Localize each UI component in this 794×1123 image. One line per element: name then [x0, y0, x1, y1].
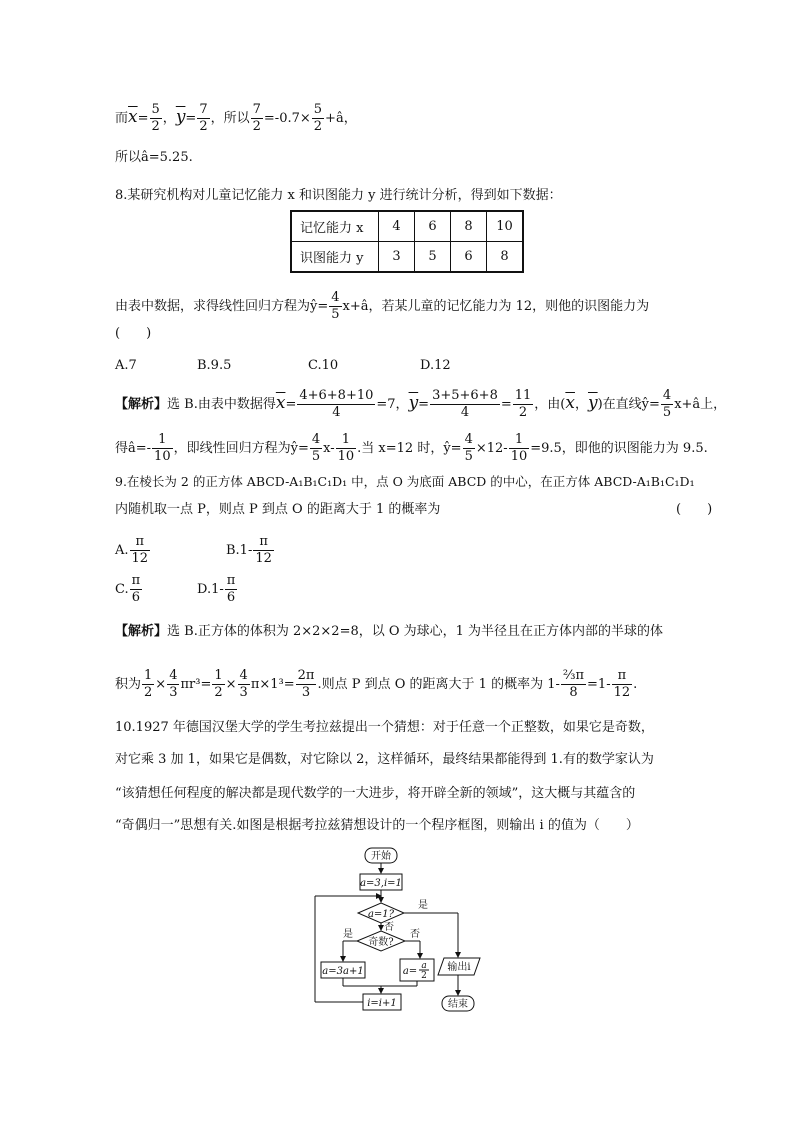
- start-label: 开始: [371, 851, 391, 862]
- fraction: [561, 668, 586, 701]
- fraction: [612, 668, 633, 701]
- solution-line-2: 所以â=5.25.: [115, 150, 193, 165]
- denominator: 5: [311, 449, 321, 464]
- text: B.1-: [226, 543, 253, 558]
- fraction: [513, 388, 534, 421]
- text: 选 B.正方体的体积为 2×2×2=8，以 O 为球心，1 为半径且在正方体内部的半球的体: [167, 624, 664, 639]
- even-denominator: 2: [421, 971, 427, 981]
- cond1-label: a=1?: [367, 909, 395, 920]
- fraction: [509, 432, 530, 465]
- fraction: [296, 668, 317, 701]
- odd-label: a=3a+1: [322, 966, 364, 977]
- text: x+â，若某儿童的记忆能力为 12，则他的识图能力为: [342, 299, 650, 314]
- text: ，即线性回归方程为ŷ=: [173, 441, 309, 456]
- fraction: [336, 432, 357, 465]
- question-8-regression-line: [115, 290, 649, 323]
- fraction: [212, 668, 224, 701]
- text: .: [633, 677, 638, 692]
- denominator: 10: [510, 449, 528, 464]
- denominator: 4: [460, 405, 470, 420]
- text: A.: [115, 543, 129, 558]
- no1-label: 否: [384, 922, 394, 933]
- numerator: 1: [152, 432, 173, 449]
- text: 而: [115, 111, 129, 126]
- table-cell: 4: [379, 211, 415, 242]
- table-cell: 10: [487, 211, 524, 242]
- option-b: B.9.5: [197, 358, 232, 373]
- denominator: 3: [239, 685, 248, 700]
- question-9-analysis-line-1: [115, 622, 663, 642]
- fraction: [430, 388, 500, 421]
- question-10-line-1: 10.1927 年德国汉堡大学的学生考拉兹提出一个猜想：对于任意一个正整数，如果它是奇数，: [115, 720, 654, 735]
- question-9-stem-2: 内随机取一点 P，则点 P 到点 O 的距离大于 1 的概率为: [115, 502, 441, 517]
- table-cell: 5: [415, 242, 451, 273]
- text: =: [418, 397, 430, 412]
- answer-paren: ( ): [115, 326, 152, 341]
- x-bar: $\overline{x}$: [565, 393, 575, 413]
- fraction: [130, 534, 151, 567]
- out-label: 输出i: [447, 962, 471, 973]
- option-a: [115, 534, 151, 567]
- question-8-analysis-line-1: [115, 388, 726, 421]
- denominator: 10: [337, 449, 355, 464]
- denominator: 4: [332, 405, 341, 420]
- table-cell: 6: [451, 242, 487, 273]
- fraction: [310, 432, 322, 465]
- fraction: [225, 573, 238, 606]
- x-bar: $\overline{x}$: [275, 393, 286, 413]
- numerator: 4: [169, 668, 178, 683]
- text: ，所以: [210, 111, 250, 126]
- question-10-line-2: 对它乘 3 加 1，如果它是偶数，对它除以 2，这样循环，最终结果都能得到 1.有的数学家认为: [115, 752, 654, 767]
- table-row: [291, 242, 523, 273]
- denominator: 12: [613, 685, 631, 700]
- fraction: [130, 573, 143, 606]
- text: x+â上，: [674, 397, 727, 412]
- denominator: 12: [255, 551, 272, 566]
- numerator: 1: [336, 432, 357, 449]
- table-cell: 识图能力 y: [291, 242, 379, 273]
- text: =7，: [376, 397, 409, 412]
- answer-paren: ( ): [676, 502, 713, 517]
- table-cell: 记忆能力 x: [291, 211, 379, 242]
- cond2-label: 奇数?: [368, 937, 394, 948]
- text: 积为: [115, 677, 142, 692]
- numerator: π: [130, 534, 151, 551]
- even-label: a=: [402, 966, 418, 977]
- fraction: [197, 102, 209, 135]
- data-table: [290, 210, 524, 273]
- denominator: 2: [199, 119, 208, 134]
- question-9-analysis-line-2: [115, 668, 637, 701]
- question-10-line-4: “奇偶归一”思想有关.如图是根据考拉兹猜想设计的一个程序框图，则输出 i 的值为（ ）: [115, 818, 639, 833]
- denominator: 3: [301, 685, 311, 700]
- analysis-tag: 【解析】: [115, 624, 168, 639]
- numerator: π: [226, 573, 236, 588]
- even-numerator: a: [421, 961, 427, 971]
- text: ×12-: [475, 441, 508, 456]
- text: =: [185, 111, 197, 126]
- fraction: [297, 388, 375, 421]
- numerator: 4: [311, 432, 321, 447]
- question-8-stem: 8.某研究机构对儿童记忆能力 x 和识图能力 y 进行统计分析，得到如下数据：: [115, 188, 562, 203]
- y-bar: $\overline{y}$: [587, 393, 598, 413]
- option-d: [197, 573, 238, 606]
- text: ×: [155, 677, 167, 692]
- option-c: [115, 573, 143, 606]
- denominator: 5: [331, 307, 340, 322]
- table-cell: 8: [451, 211, 487, 242]
- denominator: 6: [131, 590, 141, 605]
- denominator: 2: [313, 119, 323, 134]
- fraction: [251, 102, 263, 135]
- numerator: 5: [313, 102, 323, 117]
- text: D.1-: [197, 582, 224, 597]
- text: =: [500, 397, 512, 412]
- denominator: 3: [169, 685, 178, 700]
- text: .则点 P 到点 O 的距离大于 1 的概率为 1-: [317, 677, 560, 692]
- text: π×1³=: [250, 677, 295, 692]
- flowchart: [310, 845, 500, 1020]
- numerator: ⅔π: [562, 668, 585, 683]
- numerator: 1: [144, 668, 153, 683]
- text: =1-: [587, 677, 611, 692]
- question-8-analysis-line-2: [115, 432, 708, 465]
- y-bar: $\overline{y}$: [408, 393, 419, 413]
- y-bar: $\overline{y}$: [175, 107, 186, 127]
- denominator: 2: [144, 685, 153, 700]
- numerator: 4: [239, 668, 248, 683]
- text: )在直线ŷ=: [597, 397, 660, 412]
- fraction: [253, 534, 274, 567]
- numerator: 11: [514, 388, 532, 403]
- denominator: 12: [131, 551, 149, 566]
- denominator: 2: [214, 685, 223, 700]
- fraction: [152, 432, 173, 465]
- text: =: [285, 397, 297, 412]
- denominator: 2: [252, 119, 261, 134]
- table-row: [291, 211, 523, 242]
- fraction: [238, 668, 250, 701]
- denominator: 5: [662, 405, 672, 420]
- numerator: 5: [151, 102, 160, 117]
- numerator: 4: [464, 432, 473, 447]
- fraction: [167, 668, 179, 701]
- option-c: C.10: [308, 358, 339, 373]
- table-cell: 6: [415, 211, 451, 242]
- option-a: A.7: [115, 358, 137, 373]
- text: 由表中数据，求得线性回归方程为ŷ=: [115, 299, 329, 314]
- text: +â，: [325, 111, 357, 126]
- numerator: 4+6+8+10: [299, 388, 374, 403]
- question-10-line-3: “该猜想任何程度的解决都是现代数学的一大进步，将开辟全新的领域”，这大概与其蕴含的: [115, 786, 636, 801]
- text: =-0.7×: [263, 111, 311, 126]
- numerator: 3+5+6+8: [432, 388, 498, 403]
- numerator: π: [253, 534, 274, 551]
- text: =9.5，即他的识图能力为 9.5.: [530, 441, 708, 456]
- numerator: π: [131, 573, 141, 588]
- numerator: 2π: [297, 668, 315, 683]
- numerator: 4: [331, 290, 340, 305]
- question-9-stem-1: 9.在棱长为 2 的正方体 ABCD-A₁B₁C₁D₁ 中，点 O 为底面 ABCD 的中心，在正方体 ABCD-A₁B₁C₁D₁: [115, 474, 695, 489]
- text: .当 x=12 时，ŷ=: [357, 441, 462, 456]
- text: πr³=: [180, 677, 212, 692]
- text: ×: [225, 677, 237, 692]
- fraction: [661, 388, 673, 421]
- numerator: 4: [662, 388, 672, 403]
- solution-line-1: [115, 102, 357, 135]
- text: x-: [323, 441, 335, 456]
- text: ，: [162, 111, 176, 126]
- yes1-label: 是: [418, 900, 428, 911]
- table-cell: 3: [379, 242, 415, 273]
- denominator: 2: [518, 405, 528, 420]
- numerator: 7: [199, 102, 208, 117]
- denominator: 6: [226, 590, 236, 605]
- analysis-tag: 【解析】: [115, 397, 168, 412]
- text: ，: [574, 397, 588, 412]
- option-b: [226, 534, 275, 567]
- fraction: [463, 432, 475, 465]
- text: ，由(: [534, 397, 566, 412]
- fraction: [312, 102, 324, 135]
- table-cell: 8: [487, 242, 524, 273]
- numerator: 1: [509, 432, 530, 449]
- denominator: 8: [569, 685, 578, 700]
- text: C.: [115, 582, 129, 597]
- option-d: D.12: [420, 358, 451, 373]
- text: 选 B.由表中数据得: [167, 397, 276, 412]
- denominator: 10: [154, 449, 171, 464]
- x-bar: $\overline{x}$: [128, 107, 138, 127]
- yes2-label: 是: [343, 929, 353, 940]
- init-label: a=3,i=1: [360, 878, 402, 889]
- denominator: 2: [151, 119, 160, 134]
- text: 得â=-: [115, 441, 152, 456]
- end-label: 结束: [448, 999, 468, 1010]
- numerator: 1: [214, 668, 223, 683]
- text: =: [137, 111, 149, 126]
- fraction: [329, 290, 341, 323]
- fraction: [142, 668, 154, 701]
- fraction: [150, 102, 162, 135]
- denominator: 5: [464, 449, 473, 464]
- numerator: π: [612, 668, 633, 685]
- no2-label: 否: [410, 929, 420, 940]
- inc-label: i=i+1: [367, 998, 397, 1009]
- numerator: 7: [252, 102, 261, 117]
